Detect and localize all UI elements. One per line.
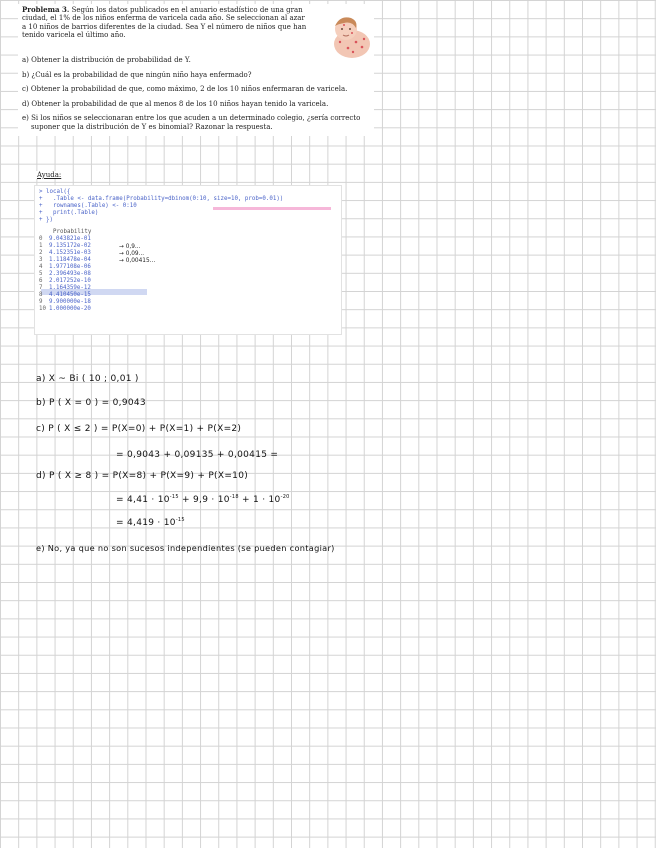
r-console-output bbox=[34, 185, 342, 335]
problem-items bbox=[22, 56, 372, 137]
table-row: 10 1.000000e-20 bbox=[39, 306, 91, 312]
item-e: e) Si los niños se seleccionaran entre los que acuden a un determinado colegio, ¿sería correcto bbox=[22, 114, 361, 122]
handwritten-annotation: → 0,09... bbox=[119, 251, 145, 257]
answer-d-line-3: = $4,419 \cdot 10^{-15}$ bbox=[116, 517, 185, 528]
answer-d-line-2: = $4,41 \cdot 10^{-15} + 9,9 \cdot 10^{-18} + 1 \cdot 10^{-20}$ bbox=[116, 494, 290, 505]
code-line: + print(.Table) bbox=[39, 210, 99, 216]
code-line: + rownames(.Table) <- 0:10 bbox=[39, 203, 137, 209]
problem-title: Problema 3. bbox=[22, 5, 70, 14]
statement-line: Según los datos publicados en el anuario estadístico de una gran bbox=[71, 6, 303, 14]
code-line: > local({ bbox=[39, 189, 71, 195]
handwritten-annotation: → 0,00415... bbox=[119, 258, 156, 264]
code-line: + .Table <- data.frame(Probability=dbinom(0:10, size=10, prob=0.01)) bbox=[39, 196, 284, 202]
table-row: 1 9.135172e-02 bbox=[39, 243, 91, 249]
table-row: 6 2.017252e-10 bbox=[39, 278, 91, 284]
answer-c-line-2: = 0,9043 + 0,09135 + 0,00415 = bbox=[116, 450, 279, 460]
table-row: 2 4.152351e-03 bbox=[39, 250, 91, 256]
item-a: a) Obtener la distribución de probabilidad de Y. bbox=[22, 56, 191, 64]
answer-d: d) P ( X ≥ 8 ) = P(X=8) + P(X=9) + P(X=10) bbox=[36, 471, 249, 481]
item-b: b) ¿Cuál es la probabilidad de que ningún niño haya enfermado? bbox=[22, 70, 252, 79]
table-row: 4 1.977108e-06 bbox=[39, 264, 91, 270]
statement-line: a 10 niños de barrios diferentes de la ciudad. Sea Y el número de niños que han bbox=[22, 22, 307, 31]
answer-b: b) P ( X = 0 ) = 0,9043 bbox=[36, 398, 146, 408]
table-row: 9 9.900000e-18 bbox=[39, 299, 91, 305]
table-header: Probability bbox=[53, 229, 92, 235]
table-row: 0 9.043821e-01 bbox=[39, 236, 91, 242]
child-varicella-illustration bbox=[326, 12, 374, 60]
code-line: + }) bbox=[39, 217, 53, 223]
item-d: d) Obtener la probabilidad de que al menos 8 de los 10 niños hayan tenido la varicela. bbox=[22, 99, 329, 108]
table-row: 3 1.118478e-04 bbox=[39, 257, 91, 263]
answer-e: e) No, ya que no son sucesos independientes (se pueden contagiar) bbox=[36, 543, 335, 553]
answer-a: a) X ~ Bi ( 10 ; 0,01 ) bbox=[36, 374, 139, 384]
help-label: Ayuda: bbox=[37, 171, 62, 179]
item-c: c) Obtener la probabilidad de que, como máximo, 2 de los 10 niños enfermaran de varicela. bbox=[22, 85, 348, 93]
item-e-continuation: suponer que la distribución de Y es binomial? Razonar la respuesta. bbox=[31, 122, 273, 131]
answer-c: c) P ( X ≤ 2 ) = P(X=0) + P(X=1) + P(X=2) bbox=[36, 424, 242, 434]
statement-line: tenido varicela el último año. bbox=[22, 31, 126, 40]
handwritten-annotation: → 0,9... bbox=[119, 244, 141, 250]
problem-statement bbox=[22, 6, 314, 40]
table-row: 7 1.164359e-12 bbox=[39, 285, 91, 291]
table-row: 8 4.410450e-15 bbox=[39, 292, 91, 298]
r-code bbox=[39, 189, 283, 224]
table-row: 5 2.396493e-08 bbox=[39, 271, 91, 277]
problem-sheet bbox=[18, 4, 374, 136]
statement-line: ciudad, el 1% de los niños enferma de varicela cada año. Se seleccionan al azar bbox=[22, 14, 305, 23]
